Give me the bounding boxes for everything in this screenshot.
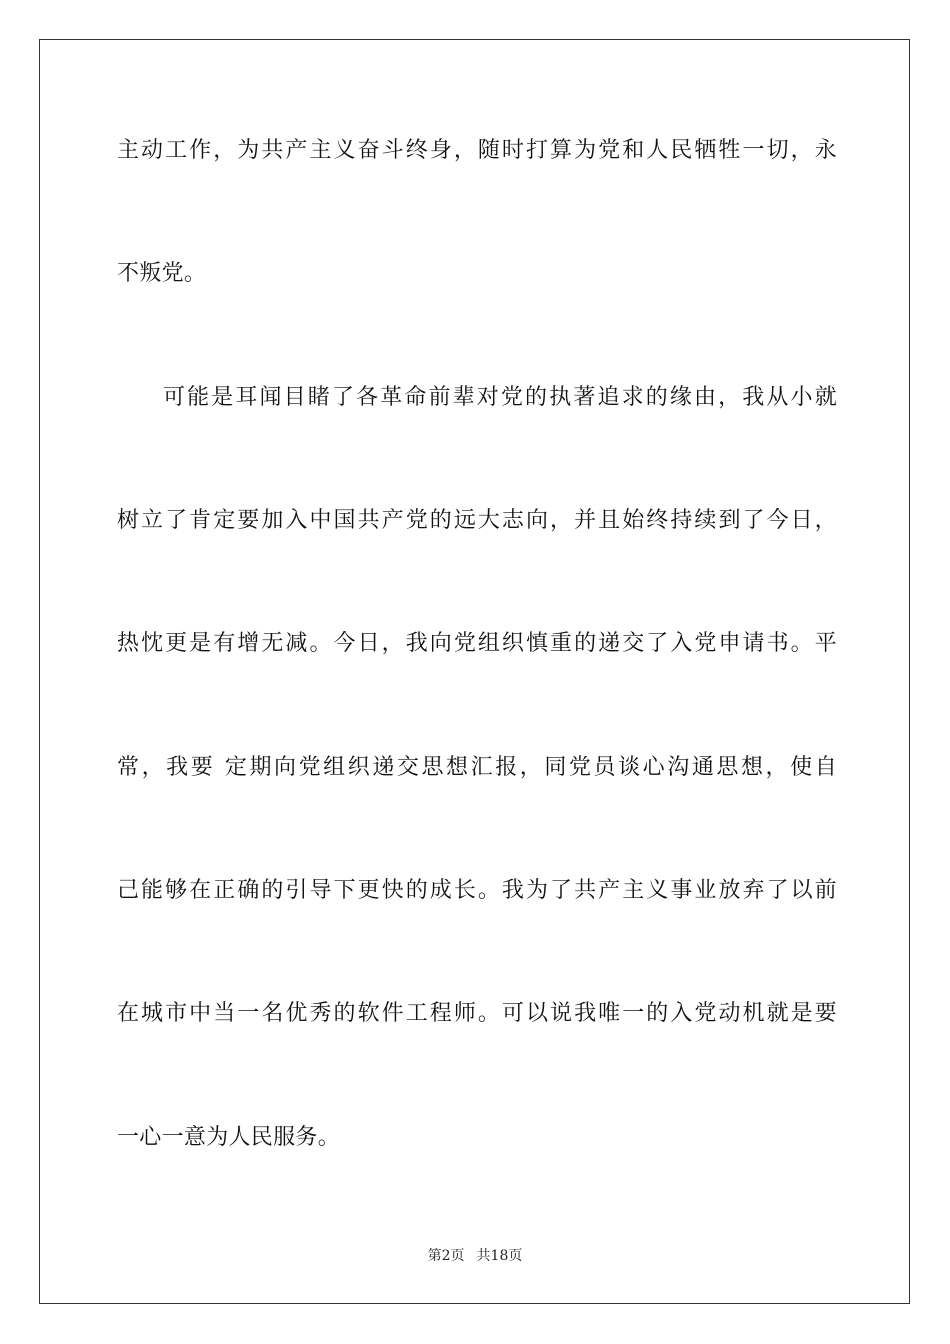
text-line-1: 主动工作，为共产主义奋斗终身，随时打算为党和人民牺牲一切，永 — [117, 138, 837, 163]
text-line-6: 常，我要 定期向党组织递交思想汇报，同党员谈心沟通思想，使自 — [117, 755, 837, 780]
text-line-9: 一心一意为人民服务。 — [117, 1125, 341, 1150]
text-line-2: 不叛党。 — [117, 261, 207, 286]
text-line-4: 树立了肯定要加入中国共产党的远大志向，并且始终持续到了今日， — [117, 508, 837, 533]
text-line-5: 热忱更是有增无减。今日，我向党组织慎重的递交了入党申请书。平 — [117, 631, 837, 656]
text-line-8: 在城市中当一名优秀的软件工程师。可以说我唯一的入党动机就是要 — [117, 1001, 837, 1026]
page-border — [39, 39, 910, 1304]
page-footer — [0, 1247, 950, 1265]
page-total: 共18页 — [476, 1248, 523, 1264]
page-number: 第2页 — [427, 1248, 465, 1264]
paragraph-2-first-line: 可能是耳闻目睹了各革命前辈对党的执著追求的缘由，我从小就 — [163, 385, 837, 410]
text-line-7: 己能够在正确的引导下更快的成长。我为了共产主义事业放弃了以前 — [117, 878, 837, 903]
